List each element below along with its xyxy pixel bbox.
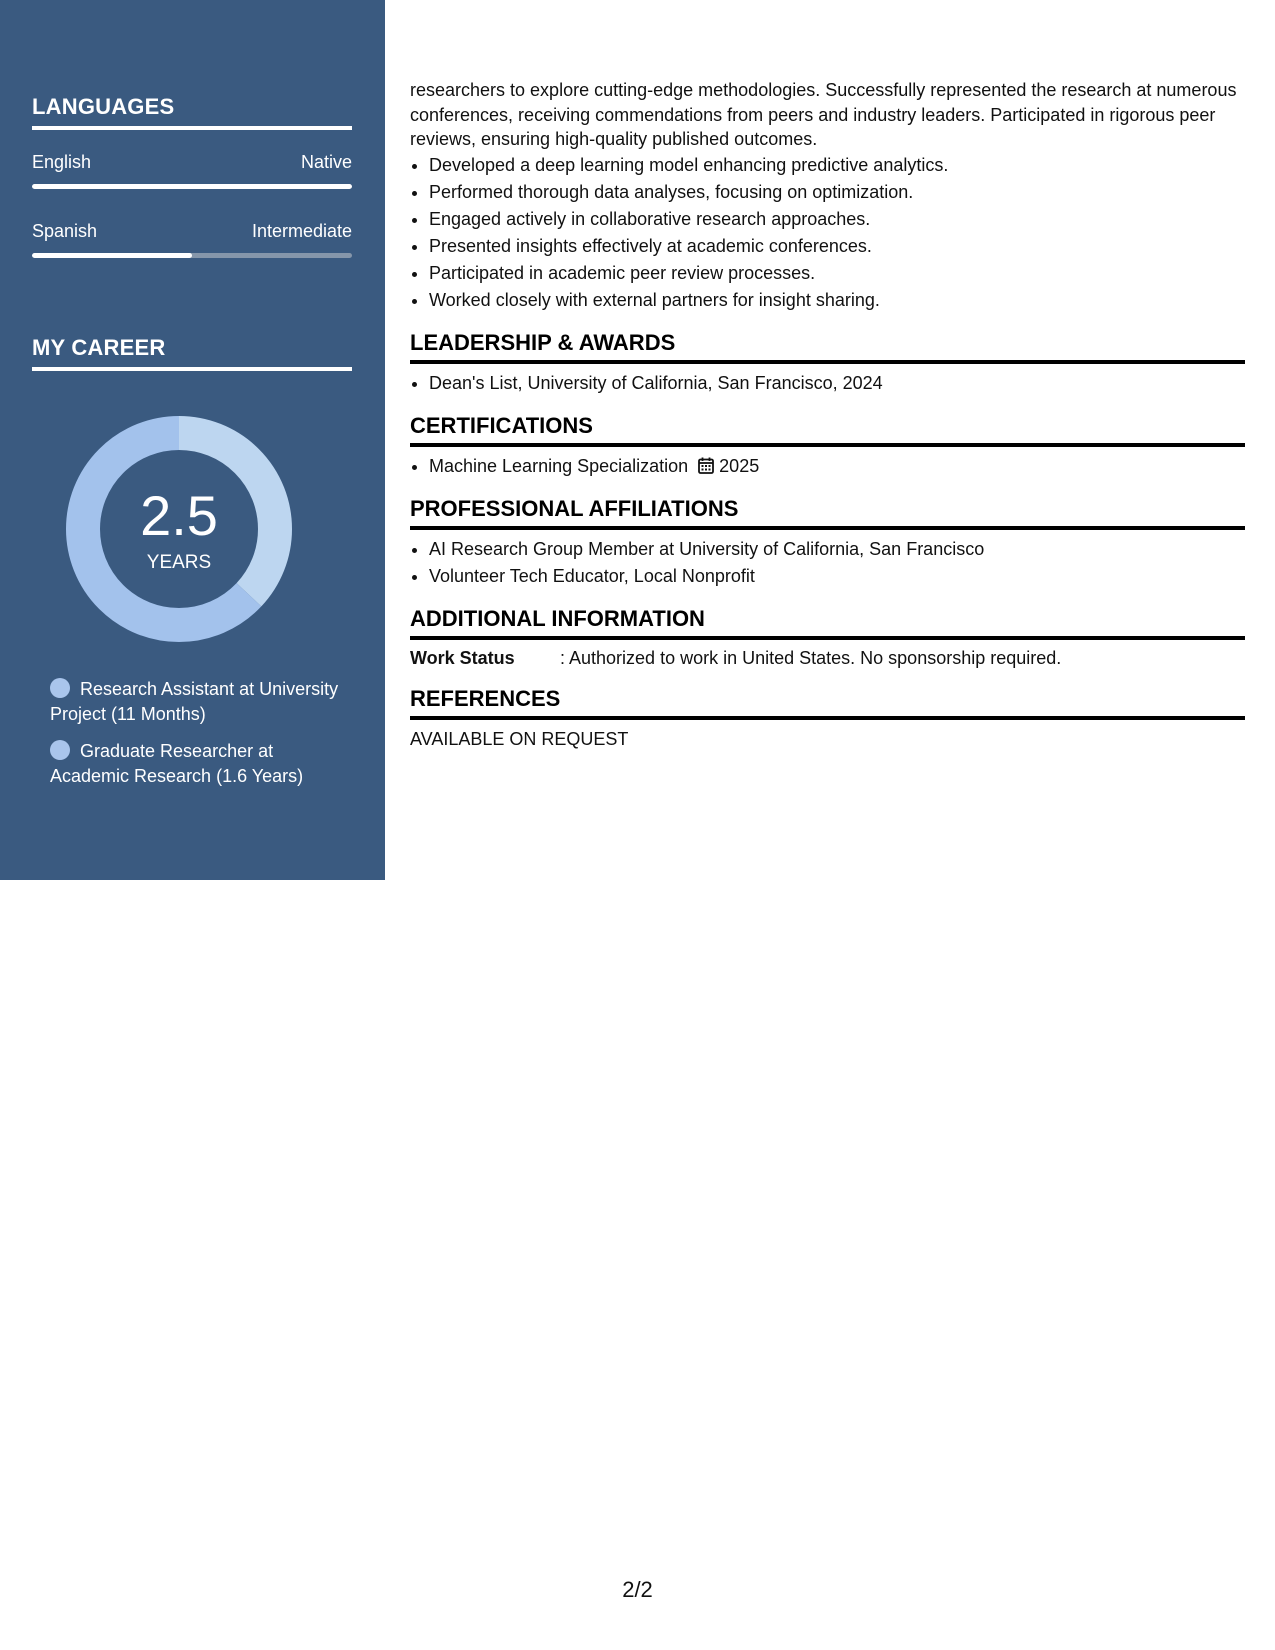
- career-total-value: 2.5: [140, 484, 218, 547]
- additional-info-heading: ADDITIONAL INFORMATION: [410, 604, 1245, 640]
- language-level: Native: [300, 152, 352, 172]
- list-item: • Engaged actively in collaborative research approaches.: [429, 206, 1245, 233]
- certification-year: 2025: [719, 455, 760, 476]
- language-proficiency-fill: [32, 253, 192, 258]
- legend-dot-icon: [50, 678, 70, 698]
- page-number: 2/2: [622, 1577, 653, 1602]
- language-row-english: [32, 152, 352, 173]
- certifications-heading: CERTIFICATIONS: [410, 411, 1245, 447]
- list-item: • Dean's List, University of California, San Francisco, 2024: [429, 370, 1245, 397]
- language-proficiency-bar-english: [32, 184, 352, 189]
- language-name: English: [32, 152, 92, 172]
- leadership-list: [410, 370, 1245, 397]
- list-item: • Worked closely with external partners for insight sharing.: [429, 287, 1245, 314]
- list-item: • AI Research Group Member at University of California, San Francisco: [429, 536, 1245, 563]
- career-donut-chart: [66, 416, 292, 642]
- career-heading: MY CAREER: [32, 335, 352, 371]
- language-level: Intermediate: [251, 221, 352, 241]
- leadership-heading: LEADERSHIP & AWARDS: [410, 328, 1245, 364]
- legend-dot-icon: [50, 740, 70, 760]
- work-status-label: Work Status: [410, 647, 515, 668]
- experience-description: researchers to explore cutting-edge methodologies. Successfully represented the research at numerous conferences, receiving commendations from peers and industry leaders. Participated in rigorous peer reviews, ensuring high-quality published outcomes.: [410, 80, 1237, 149]
- references-text: AVAILABLE ON REQUEST: [410, 728, 629, 749]
- certifications-list: [410, 453, 1245, 480]
- language-proficiency-bar-spanish: [32, 253, 352, 258]
- references-heading: REFERENCES: [410, 684, 1245, 720]
- affiliations-heading: PROFESSIONAL AFFILIATIONS: [410, 494, 1245, 530]
- certification-name: Machine Learning Specialization: [429, 455, 689, 476]
- list-item: • Presented insights effectively at academic conferences.: [429, 233, 1245, 260]
- affiliations-list: [410, 536, 1245, 590]
- work-status-value: : Authorized to work in United States. No sponsorship required.: [560, 647, 1062, 668]
- sidebar: [0, 0, 385, 880]
- career-legend-item: [50, 739, 350, 789]
- career-legend-item: [50, 677, 350, 727]
- donut-center: [66, 416, 292, 642]
- list-item: • Performed thorough data analyses, focusing on optimization.: [429, 179, 1245, 206]
- main-content: [410, 78, 1245, 752]
- list-item: • Volunteer Tech Educator, Local Nonprofit: [429, 563, 1245, 590]
- career-total-unit: YEARS: [146, 552, 212, 573]
- calendar-icon: [698, 457, 714, 474]
- list-item: [429, 453, 1245, 480]
- languages-heading: LANGUAGES: [32, 94, 352, 130]
- language-proficiency-fill: [32, 184, 352, 189]
- career-legend-label: Graduate Researcher at Academic Research (1.6 Years): [50, 741, 304, 786]
- experience-bullet-list: [410, 152, 1245, 314]
- language-row-spanish: [32, 221, 352, 242]
- language-name: Spanish: [32, 221, 98, 241]
- list-item: • Developed a deep learning model enhancing predictive analytics.: [429, 152, 1245, 179]
- list-item: • Participated in academic peer review processes.: [429, 260, 1245, 287]
- work-status-row: [410, 646, 1245, 670]
- career-legend-label: Research Assistant at University Project (11 Months): [50, 679, 339, 724]
